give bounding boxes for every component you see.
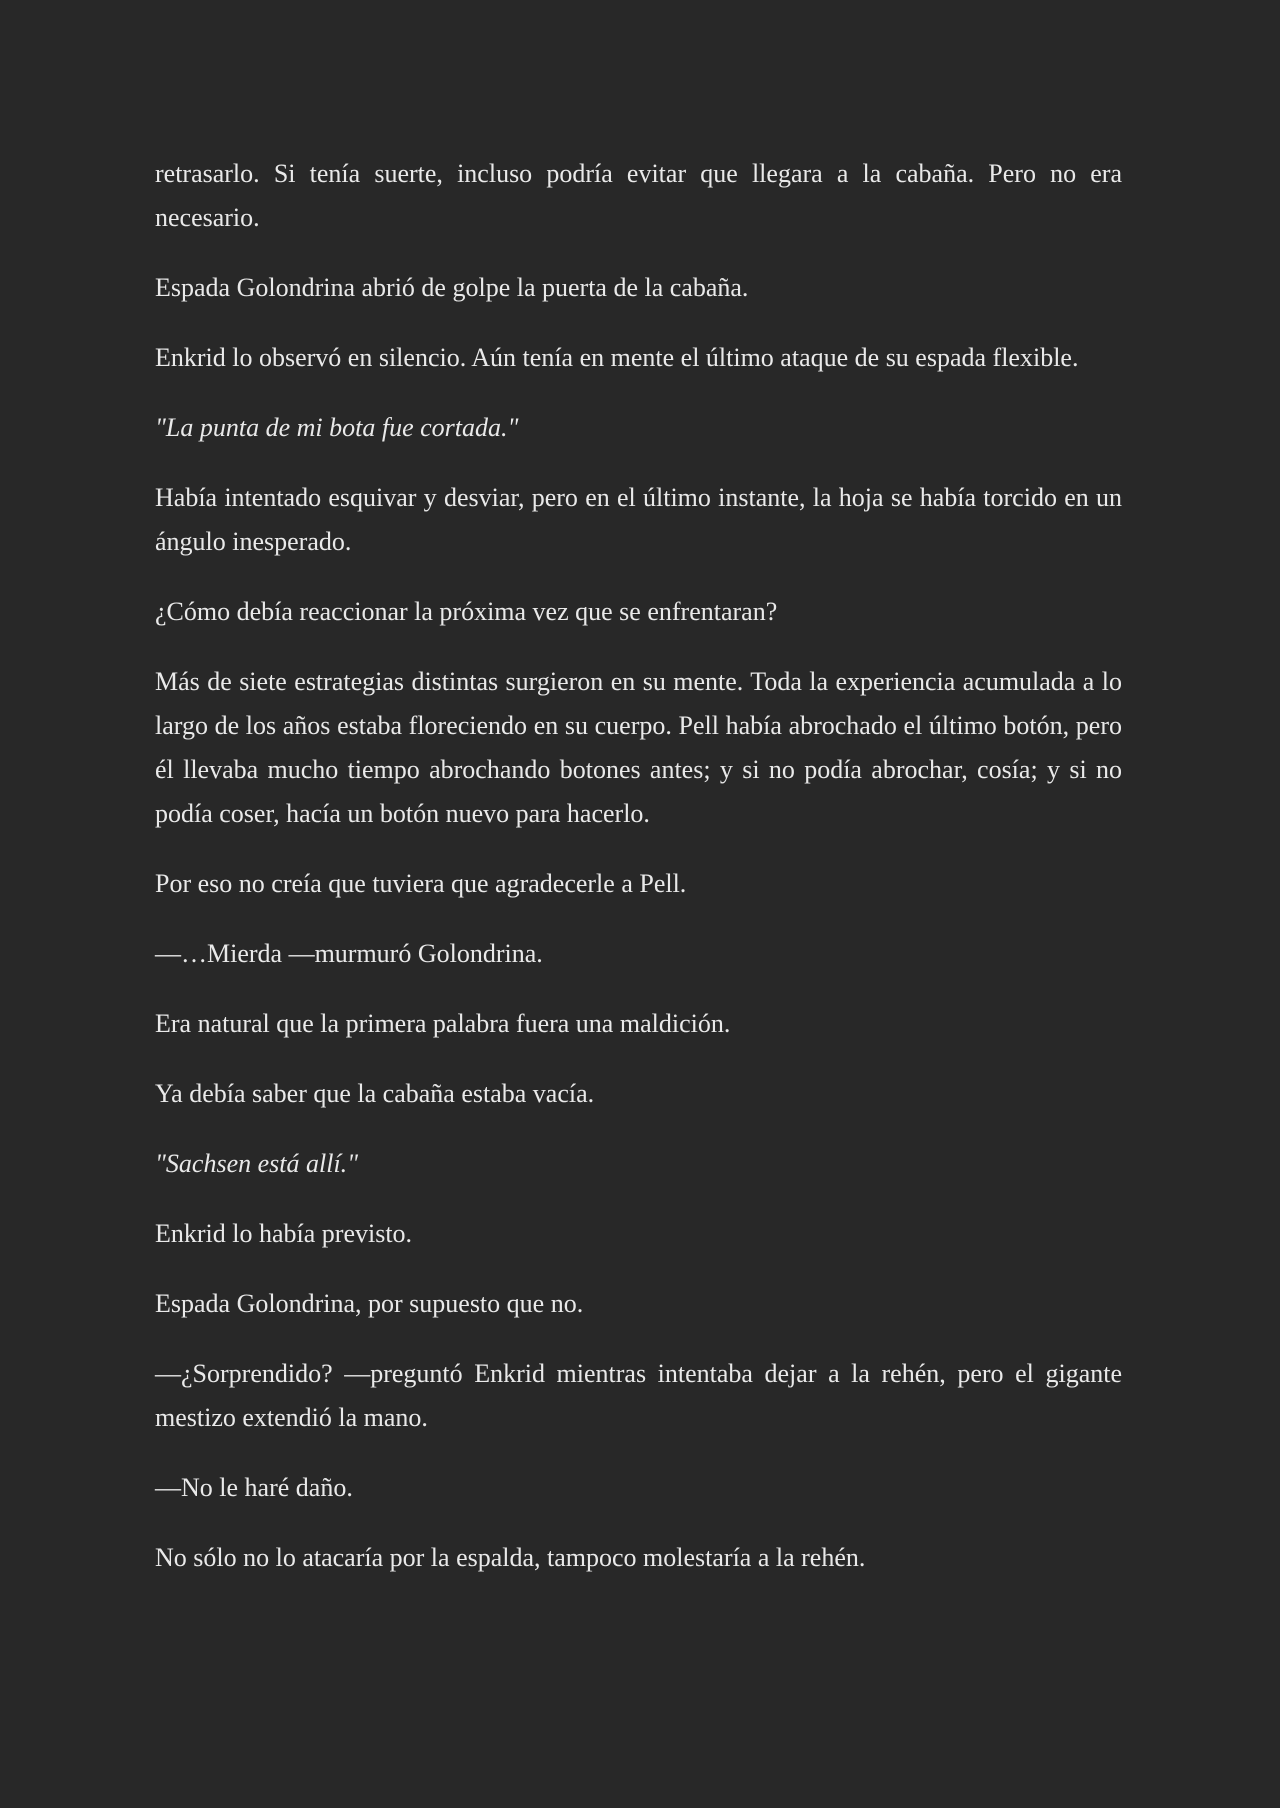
paragraph: Enkrid lo observó en silencio. Aún tenía en mente el último ataque de su espada flexible.	[155, 343, 1079, 372]
paragraph: Espada Golondrina, por supuesto que no.	[155, 1289, 584, 1318]
paragraph: Enkrid lo había previsto.	[155, 1219, 413, 1248]
paragraph: Espada Golondrina abrió de golpe la puerta de la cabaña.	[155, 273, 749, 302]
dialogue-paragraph: —No le haré daño.	[155, 1473, 353, 1502]
dialogue-paragraph: —…Mierda —murmuró Golondrina.	[155, 939, 543, 968]
paragraph: Ya debía saber que la cabaña estaba vacía.	[155, 1079, 595, 1108]
thought-paragraph: "Sachsen está allí."	[155, 1149, 359, 1178]
reader-page	[155, 152, 1122, 1606]
paragraph: Había intentado esquivar y desviar, pero en el último instante, la hoja se había torcido en un ángulo inesperado.	[155, 483, 1122, 556]
paragraph: No sólo no lo atacaría por la espalda, tampoco molestaría a la rehén.	[155, 1543, 866, 1572]
paragraph: retrasarlo. Si tenía suerte, incluso podría evitar que llegara a la cabaña. Pero no era necesario.	[155, 159, 1122, 232]
paragraph: ¿Cómo debía reaccionar la próxima vez que se enfrentaran?	[155, 597, 778, 626]
paragraph: Más de siete estrategias distintas surgieron en su mente. Toda la experiencia acumulada a lo largo de los años estaba floreciendo en su cuerpo. Pell había abrochado el último botón, pero él llevaba mucho tiempo abrochando botones antes; y si no podía abrochar, cosía; y si no podía coser, hacía un botón nuevo para hacerlo.	[155, 667, 1122, 828]
thought-paragraph: "La punta de mi bota fue cortada."	[155, 413, 519, 442]
paragraph: Era natural que la primera palabra fuera una maldición.	[155, 1009, 731, 1038]
dialogue-paragraph: —¿Sorprendido? —preguntó Enkrid mientras intentaba dejar a la rehén, pero el gigante mestizo extendió la mano.	[155, 1359, 1122, 1432]
paragraph: Por eso no creía que tuviera que agradecerle a Pell.	[155, 869, 687, 898]
